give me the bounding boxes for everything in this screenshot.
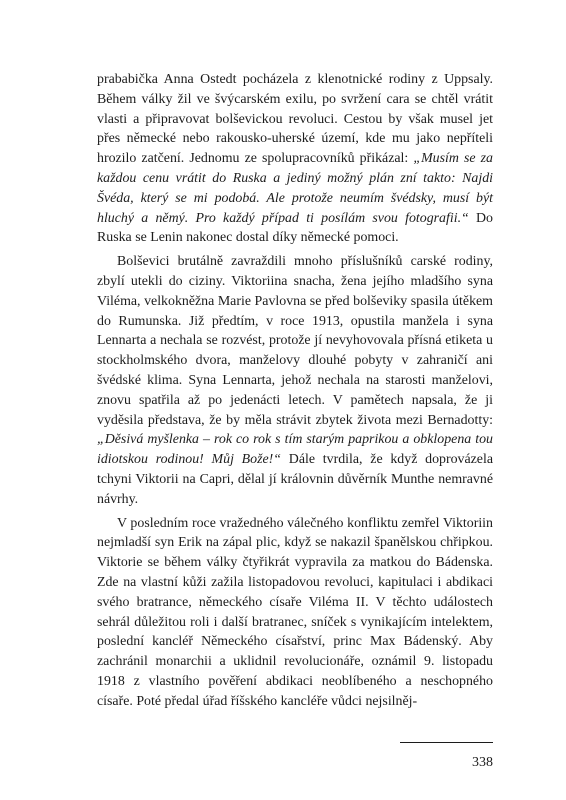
paragraph-3-text: V posledním roce vražedného válečného konfliktu zemřel Viktoriin nejmladší syn Erik na zápal plic, když se nakazil španělskou chřipkou. Viktorie se během války čtyřikrát vypravila za matkou do Bádenska. Zde na vlastní kůži zažila listopadovou revoluci, kapitulaci i abdikaci svého bratrance, německého císaře Viléma II. V těchto událostech sehrál důležitou roli i další bratranec, sníček s vynikajícím intelektem, poslední kancléř Německého císařství, princ Max Bádenský. Aby zachránil monarchii a uklidnil revolucionáře, oznámil 9. listopadu 1918 z vlastního pověření abdikaci neoblíbeného a neschopného císaře. Poté předal úřad říšského kancléře vůdci nejsilněj- xyxy=(97,515,493,709)
paragraph-2-text-end: Dále tvrdila, že když doprovázela tchyni Viktorii na Capri, dělal jí královnin důvěrník Munthe nemravné návrhy. xyxy=(97,452,493,507)
page-number: 338 xyxy=(472,755,493,770)
paragraph-2-text: Bolševici brutálně zavraždili mnoho příslušníků carské rodiny, zbylí utekli do ciziny. Viktoriina snacha, žena jejího mladšího syna Viléma, velkokněžna Marie Pavlovna se před bolševiky spasila útěkem do Rumunska. Již předtím, v roce 1913, opustila manžela i syna Lennarta a nechala se rozvést, protože jí nevyhovovala přísná etiketa u stockholmského dvora, manželovy dlouhé pobyty v zahraničí ani švédské klima. Syna Lennarta, jehož nechala na starosti manželovi, znovu spatřila až po jedenácti letech. V pamětech napsala, že ji vyděsila představa, že by měla strávit zbytek života mezi Bernadotty: xyxy=(97,254,493,428)
paragraph-2 xyxy=(97,252,493,509)
lenin-quote: „Musím se za každou cenu vrátit do Ruska a jediný možný plán zní takto: Najdi Švéda, který se mi podobá. Ale protože neumím švédsky, musí být hluchý a němý. Pro každý případ ti posílám svou fotografii.“ xyxy=(97,151,493,226)
footer-rule xyxy=(400,742,493,743)
paragraph-1 xyxy=(97,70,493,248)
pavlovna-quote: „Děsivá myšlenka – rok co rok s tím starým paprikou a obklopena tou idiotskou rodinou! Můj Bože!“ xyxy=(97,432,493,468)
paragraph-3 xyxy=(97,514,493,712)
body-text xyxy=(97,70,493,712)
paragraph-1-text: prababička Anna Ostedt pocházela z klenotnické rodiny z Uppsaly. Během války žil ve švýcarském exilu, po svržení cara se chtěl vrátit vlasti a připravovat bolševickou revoluci. Cestou by však musel jet přes německé nebo rakousko-uherské území, kde mu jako nepříteli hrozilo zatčení. Jednomu ze spolupracovníků přikázal: xyxy=(97,72,493,167)
paragraph-1-text-end: Do Ruska se Lenin nakonec dostal díky německé pomoci. xyxy=(97,210,493,246)
